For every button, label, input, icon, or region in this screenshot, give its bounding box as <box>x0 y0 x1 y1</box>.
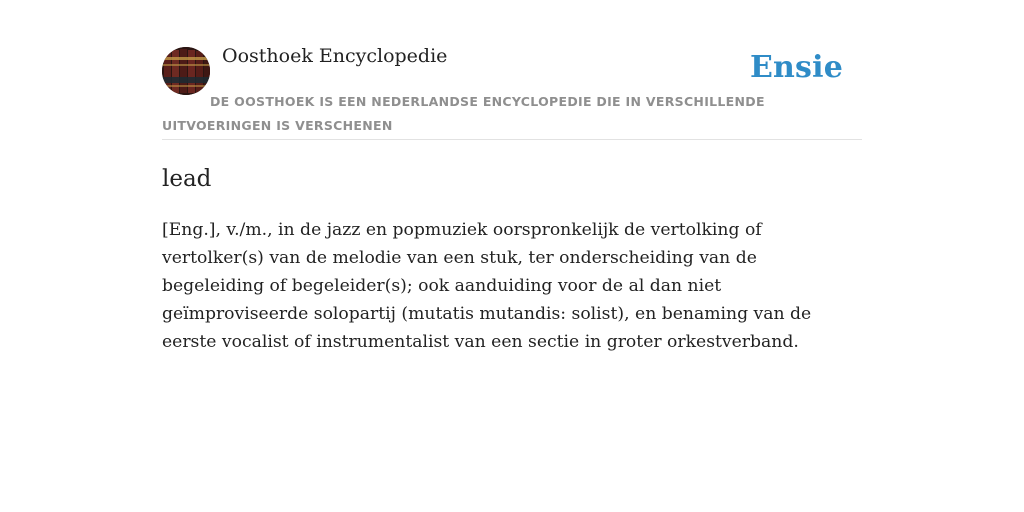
header <box>162 0 862 140</box>
content-container <box>162 0 862 356</box>
encyclopedia-books-avatar[interactable] <box>162 47 210 95</box>
ensie-logo-link[interactable]: Ensie <box>749 50 843 85</box>
entry-definition: [Eng.], v./m., in de jazz en popmuziek oorspronkelijk de vertolking of vertolker(s) van de melodie van een stuk, ter onderscheiding van de begeleiding of begeleider(s); ook aanduiding voor de al dan niet geïmproviseerde solopartij (mutatis mutandis: solist), en benaming van de eerste vocalist of instrumentalist van een sectie in groter orkestverband. <box>162 220 812 352</box>
entry-term: lead <box>162 166 212 192</box>
site-title-link[interactable]: Oosthoek Encyclopedie <box>222 45 448 67</box>
site-subtitle: DE OOSTHOEK IS EEN NEDERLANDSE ENCYCLOPEDIE DIE IN VERSCHILLENDE UITVOERINGEN IS VERSCHENEN <box>162 94 765 133</box>
books-icon <box>162 47 210 95</box>
